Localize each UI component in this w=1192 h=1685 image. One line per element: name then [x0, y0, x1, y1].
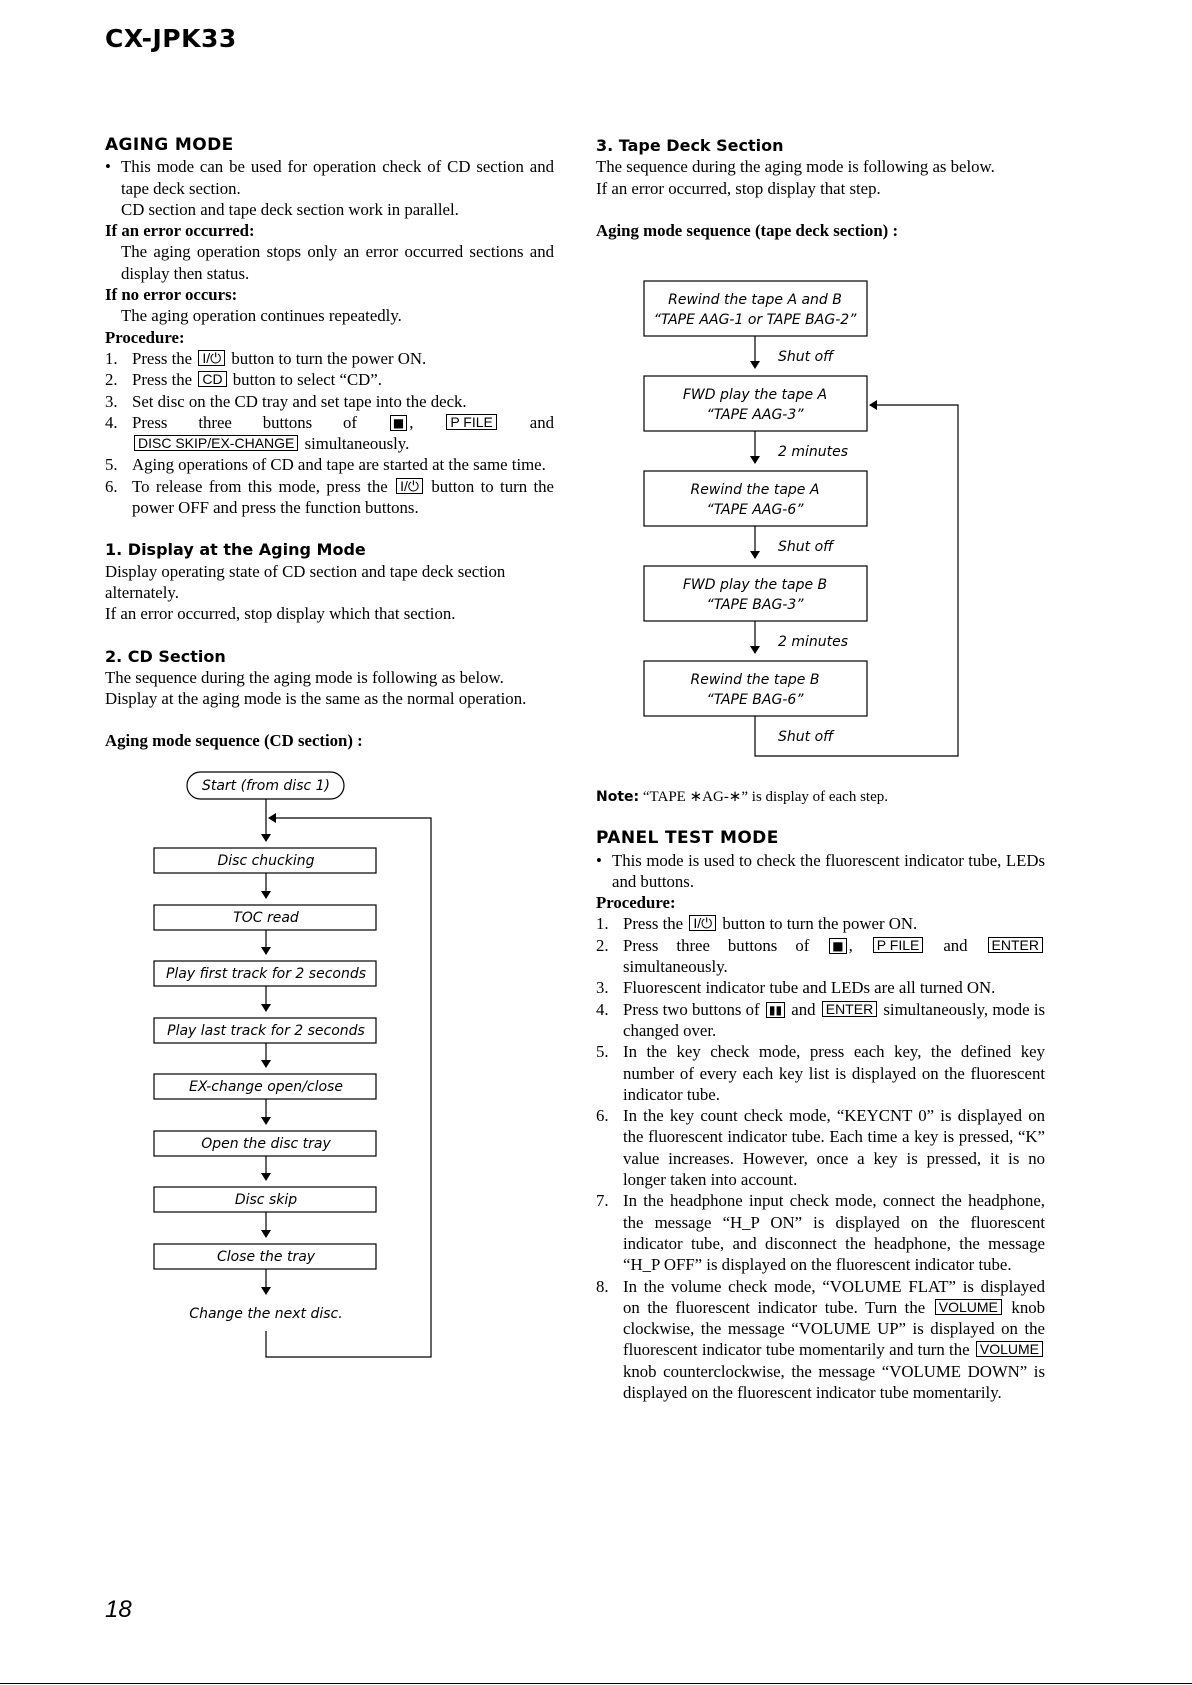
model-header: CX-JPK33 [105, 24, 237, 53]
tape-flow-code: “TAPE AAG-3” [706, 407, 804, 423]
display-section-text-2: If an error occurred, stop display which that section. [105, 604, 456, 624]
step-text: In the key check mode, press each key, the defined key number of every each key list is displayed on the fluorescent indicator tube. [623, 1042, 1045, 1104]
error-text: The aging operation stops only an error occurred sections and display then status. [121, 242, 554, 283]
aging-step-1: 1. Press the I/⏻ button to turn the power ON. [105, 348, 427, 368]
tape-flow-label: Rewind the tape A [690, 482, 820, 498]
step-text: Fluorescent indicator tube and LEDs are all turned ON. [623, 978, 996, 998]
panel-test-bullet-text: This mode is used to check the fluorescent indicator tube, LEDs and buttons. [612, 850, 1045, 891]
tape-note [596, 787, 1045, 808]
tape-flow-code: “TAPE BAG-6” [706, 692, 804, 708]
step-text: Press the [623, 914, 684, 934]
tape-flow-code: “TAPE BAG-3” [706, 597, 804, 613]
flow-step-label: Play first track for 2 seconds [165, 966, 367, 982]
panel-test-bullet [596, 850, 1045, 893]
step-text: and [791, 999, 816, 1019]
cd-sequence-label: Aging mode sequence (CD section) : [105, 731, 363, 751]
step-text: Press three buttons of [132, 412, 358, 432]
no-error-label: If no error occurs: [105, 285, 238, 305]
step-text: and [529, 412, 554, 432]
step-text: Press three buttons of [623, 935, 810, 955]
flow-start-label: Start (from disc 1) [201, 778, 331, 794]
bottom-rule [0, 1683, 1192, 1684]
tape-section-title: 3. Tape Deck Section [596, 136, 784, 155]
panel-step-4: 4. Press two buttons of ▮▮ and ENTER simultaneously, mode is changed over. [596, 999, 1046, 1040]
panel-test-title: PANEL TEST MODE [596, 828, 779, 849]
step-text: button to turn the power ON. [722, 914, 918, 934]
step-text: knob counterclockwise, the message “VOLUME DOWN” is displayed on the fluorescent indicator tube momentarily. [623, 1361, 1045, 1403]
tape-flow-label: Rewind the tape B [690, 672, 820, 688]
display-section-title: 1. Display at the Aging Mode [105, 540, 366, 560]
stop-key: ■ [390, 415, 407, 431]
note-text: “TAPE ∗AG-∗” is display of each step. [642, 789, 889, 805]
step-text: Set disc on the CD tray and set tape into the deck. [132, 391, 467, 411]
aging-bullet-text-2: CD section and tape deck section work in parallel. [121, 199, 459, 219]
step-text: and [943, 935, 968, 955]
flow-end-label: Change the next disc. [189, 1306, 343, 1322]
cd-section-title: 2. CD Section [105, 646, 226, 666]
disc-skip-exchange-key: DISC SKIP/EX-CHANGE [134, 435, 298, 451]
volume-key: VOLUME [976, 1341, 1043, 1357]
flow-step-label: TOC read [233, 910, 299, 926]
p-file-key: P FILE [873, 937, 924, 953]
panel-procedure-label: Procedure: [596, 893, 676, 913]
volume-key: VOLUME [935, 1299, 1002, 1315]
cd-section-text-2: Display at the aging mode is the same as the normal operation. [105, 689, 527, 709]
step-text: Aging operations of CD and tape are started at the same time. [132, 455, 546, 475]
tape-flow-code: “TAPE AAG-1 or TAPE BAG-2” [653, 312, 857, 328]
panel-step-5: 5. In the key check mode, press each key, the defined key number of every each key list is displayed on the fluorescent indicator tube. [596, 1042, 1045, 1104]
step-text: Press the [132, 348, 193, 368]
tape-flow-label: Rewind the tape A and B [668, 292, 842, 308]
error-label: If an error occurred: [105, 221, 255, 241]
panel-step-6: 6. In the key count check mode, “KEYCNT 0” is displayed on the fluorescent indicator tube. Each time a key is pressed, “K” value increases. However, once a key is pressed, it is no longer taken into account. [596, 1106, 1045, 1190]
step-text: button to turn the power ON. [231, 348, 427, 368]
tape-flow-annotation: Shut off [778, 539, 834, 555]
tape-flow-annotation: 2 minutes [778, 444, 849, 460]
display-section-text: Display operating state of CD section and tape deck section alternately. [105, 561, 506, 602]
aging-step-5: 5. Aging operations of CD and tape are started at the same time. [105, 454, 554, 475]
flow-step-label: Close the tray [216, 1249, 316, 1265]
no-error-text: The aging operation continues repeatedly. [121, 306, 402, 326]
pause-key: ▮▮ [766, 1002, 785, 1018]
tape-flow-annotation: 2 minutes [778, 634, 849, 650]
procedure-label: Procedure: [105, 327, 185, 347]
tape-flow-code: “TAPE AAG-6” [706, 502, 804, 518]
tape-sequence-label: Aging mode sequence (tape deck section) : [596, 220, 899, 240]
step-text: simultaneously. [623, 957, 728, 977]
step-text: Press two buttons of [623, 999, 760, 1019]
panel-step-8: 8. In the volume check mode, “VOLUME FLAT” is displayed on the fluorescent indicator tube. Turn the VOLUME knob clockwise, the message “VOLUME UP” is displayed on the fluorescent indicator tube momentarily and turn the VOLUME knob counterclockwise, the message “VOLUME DOWN” is displayed on the fluorescent indicator tube momentarily. [596, 1276, 1045, 1403]
power-button-key: I/⏻ [396, 478, 423, 494]
bullet-dot: • [596, 850, 602, 870]
tape-flow-label: FWD play the tape B [682, 577, 828, 593]
tape-flow-label: FWD play the tape A [682, 387, 828, 403]
step-text: knob clockwise, the message “VOLUME UP” is displayed on the fluorescent indicator tube momentarily and turn the [623, 1297, 1045, 1360]
aging-step-2: 2. Press the CD button to select “CD”. [105, 370, 382, 390]
panel-step-3: 3. Fluorescent indicator tube and LEDs are all turned ON. [596, 977, 1045, 998]
flow-step-label: Disc chucking [217, 853, 315, 869]
aging-mode-title: AGING MODE [105, 135, 234, 155]
step-text: button to turn the power OFF and press the function buttons. [132, 476, 554, 518]
step-text: In the volume check mode, “VOLUME FLAT” is displayed on the fluorescent indicator tube. Turn the [623, 1276, 1045, 1317]
p-file-key: P FILE [446, 414, 497, 430]
right-column-bottom [596, 787, 1045, 1403]
step-text: In the headphone input check mode, connect the headphone, the message “H_P ON” is displayed on the fluorescent indicator tube, and disconnect the headphone, the message “H_P OFF” is displayed on the fluorescent indicator tube. [623, 1191, 1045, 1275]
power-button-key: I/⏻ [198, 350, 225, 366]
flow-step-label: Disc skip [234, 1192, 298, 1208]
bullet-dot: • [105, 157, 111, 177]
aging-bullet-text: This mode can be used for operation check of CD section and tape deck section. [121, 157, 554, 198]
enter-key: ENTER [988, 937, 1043, 953]
tape-flow-annotation: Shut off [778, 349, 834, 365]
panel-step-7: 7. In the headphone input check mode, connect the headphone, the message “H_P ON” is displayed on the fluorescent indicator tube, and disconnect the headphone, the message “H_P OFF” is displayed on the fluorescent indicator tube. [596, 1191, 1045, 1275]
flow-step-label: Play last track for 2 seconds [167, 1023, 365, 1039]
tape-section-text: The sequence during the aging mode is following as below. [596, 157, 995, 177]
aging-step-4: 4. Press three buttons of ■ , P FILE and DISC SKIP/EX-CHANGE simultaneously. [105, 412, 554, 454]
aging-step-3: 3. Set disc on the CD tray and set tape into the deck. [105, 391, 554, 412]
step-text: In the key count check mode, “KEYCNT 0” is displayed on the fluorescent indicator tube. Each time a key is pressed, “K” value increases. However, once a key is pressed, it is no longer taken into account. [623, 1106, 1045, 1190]
cd-section-text: The sequence during the aging mode is following as below. [105, 667, 504, 687]
step-text: To release from this mode, press the [132, 476, 388, 496]
panel-step-2: 2. Press three buttons of ■ , P FILE and ENTER simultaneously. [596, 935, 1045, 978]
tape-section-text-2: If an error occurred, stop display that step. [596, 178, 881, 198]
flow-step-label: EX-change open/close [189, 1079, 343, 1095]
panel-step-1: 1. Press the I/⏻ button to turn the power ON. [596, 914, 918, 934]
page-number: 18 [105, 1596, 132, 1623]
stop-key: ■ [829, 938, 846, 954]
step-text: simultaneously, mode is changed over. [623, 999, 1046, 1040]
flow-step-label: Open the disc tray [201, 1136, 331, 1152]
tape-flow-annotation: Shut off [778, 729, 834, 745]
enter-key: ENTER [822, 1001, 877, 1017]
aging-step-6: 6. To release from this mode, press the I/⏻ button to turn the power OFF and press the function buttons. [105, 476, 554, 518]
step-text: simultaneously. [304, 434, 410, 454]
cd-key: CD [198, 371, 226, 387]
step-text: Press the [132, 370, 193, 390]
step-text: button to select “CD”. [232, 370, 382, 390]
power-button-key: I/⏻ [689, 915, 716, 931]
note-label: Note: [596, 789, 640, 805]
